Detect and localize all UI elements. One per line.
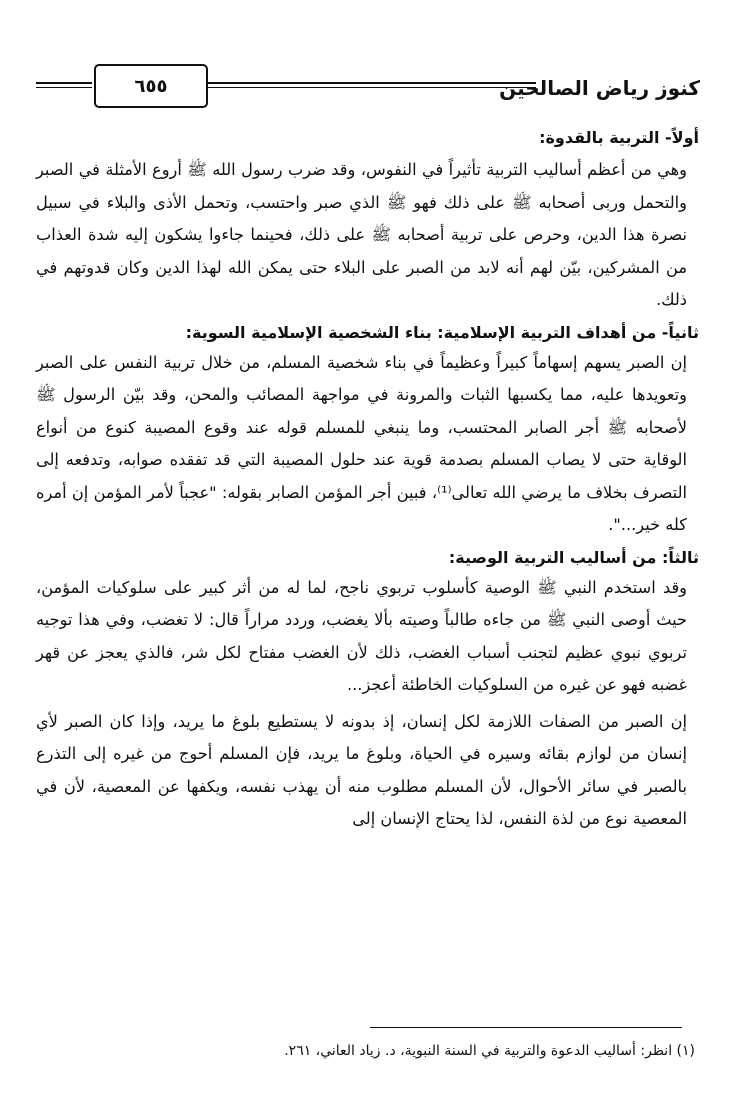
page-header xyxy=(36,60,700,112)
page-body xyxy=(36,124,699,836)
footnote-separator xyxy=(370,1027,682,1028)
book-title: كنوز رياض الصالحين xyxy=(499,76,700,100)
paragraph: وقد استخدم النبي ﷺ الوصية كأسلوب تربوي ناجح، لما له من أثر كبير على سلوكيات المؤمن، حيث أوصى النبي ﷺ من جاءه طالباً وصيته بألا يغضب، وردد مراراً قال: لا تغضب، وفي هذا توجيه تربوي نبوي عظيم لتجنب أسباب الغضب، ذلك لأن الغضب مفتاح لكل شر، فالذي يعجز عن قهر غضبه فهو عن غيره من السلوكيات الخاطئة أعجز... xyxy=(36,577,687,694)
header-rule-right-thin xyxy=(206,87,536,88)
paragraph: وهي من أعظم أساليب التربية تأثيراً في النفوس، وقد ضرب رسول الله ﷺ أروع الأمثلة في الصبر والتحمل وربى أصحابه ﷺ على ذلك فهو ﷺ الذي صبر واحتسب، وتحمل الأذى والبلاء في سبيل نصرة هذا الدين، وحرص على تربية أصحابه ﷺ على ذلك، فحينما جاءوا يشكون إليه شدة العذاب من المشركين، بيّن لهم أنه لابد من الصبر على البلاء حتى يمكن الله لهذا الدين وكان قدوتهم في ذلك. xyxy=(36,160,687,309)
section-heading: ثالثاً: من أساليب التربية الوصية: xyxy=(448,547,699,567)
header-rule-right xyxy=(206,82,536,84)
header-rule-left-thin xyxy=(36,87,92,88)
paragraph: إن الصبر يسهم إسهاماً كبيراً وعظيماً في بناء شخصية المسلم، من خلال تربية النفس على الصبر وتعويدها عليه، مما يكسبها الثبات والمرونة في مواجهة المصائب والمحن، وقد بيّن الرسول ﷺ لأصحابه ﷺ أجر الصابر المحتسب، وما ينبغي للمسلم قوله عند وقوع المصيبة كنوع من أنواع الوقاية حتى لا يصاب المسلم بصدمة قوية عند حلول المصيبة التي قد تفقده صوابه، وتدفعه إلى التصرف بخلاف ما يرضي الله تعالى⁽¹⁾، فبين أجر المؤمن الصابر بقوله: "عجباً لأمر المؤمن إن أمره كله خير...". xyxy=(36,352,687,534)
footnote: (١) انظر: أساليب الدعوة والتربية في السنة النبوية، د. زياد العاني، ٢٦١. xyxy=(284,1043,695,1059)
page-number: ٦٥٥ xyxy=(94,64,208,108)
section-heading: أولاً- التربية بالقدوة: xyxy=(539,128,699,147)
section-heading: ثانياً- من أهداف التربية الإسلامية: بناء الشخصية الإسلامية السوية: xyxy=(185,322,699,342)
header-rule-left xyxy=(36,82,92,84)
paragraph: إن الصبر من الصفات اللازمة لكل إنسان، إذ بدونه لا يستطيع بلوغ ما يريد، وإذا كان الصبر لأي إنسان من لوازم بقائه وسيره في الحياة، وبلوغ ما يريد، فإن المسلم أحوج من غيره إلى التذرع بالصبر في سائر الأحوال، لأن المسلم مطلوب منه أن يهذب نفسه، ويكفها عن المعصية، لأن في المعصية نوع من لذة النفس، لذا يحتاج الإنسان إلى xyxy=(36,711,687,828)
